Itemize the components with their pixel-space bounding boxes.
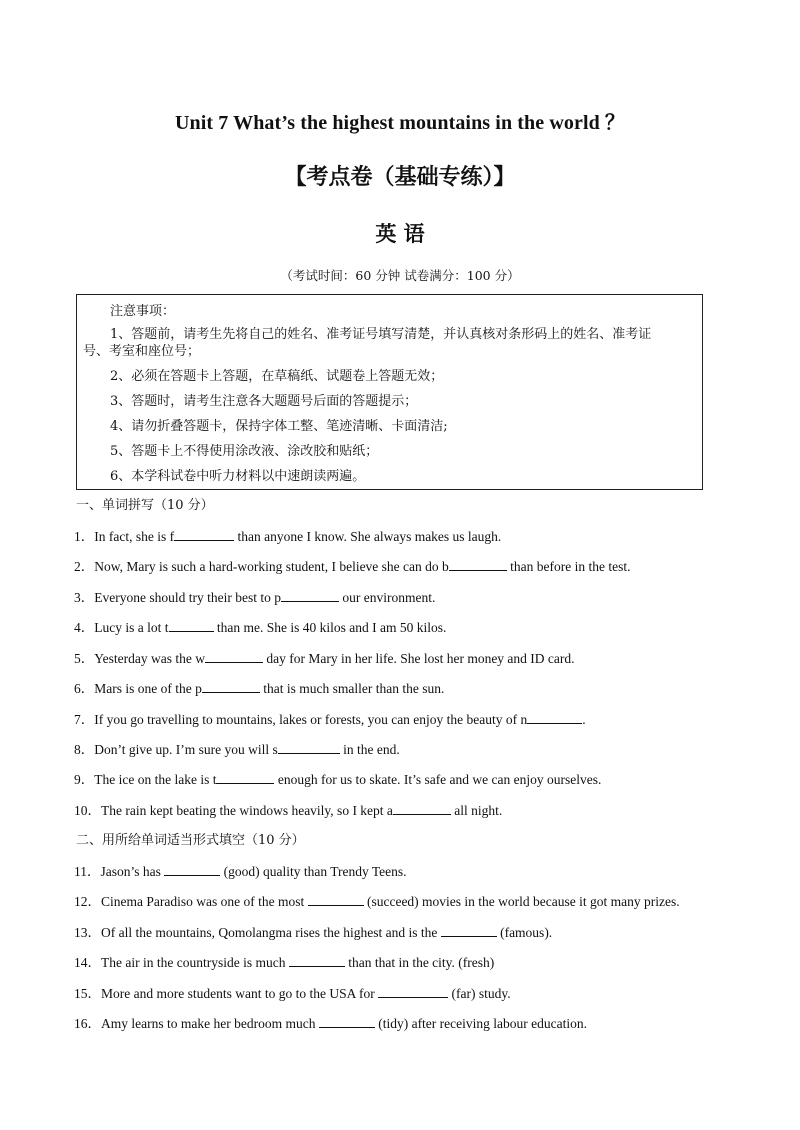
question-6: [74, 677, 444, 697]
section-heading-2: 二、用所给单词适当形式填空（10 分）: [76, 833, 305, 848]
question-text-end: .: [582, 712, 586, 727]
answer-blank[interactable]: [202, 680, 260, 693]
notice-item-1b: 号、考室和座位号；: [83, 344, 201, 359]
question-text-end: (tidy) after receiving labour education.: [374, 1016, 587, 1031]
notice-item-6: 6、本学科试卷中听力材料以中速朗读两遍。: [110, 469, 366, 484]
question-8: [74, 738, 400, 758]
question-16: [74, 1012, 587, 1032]
question-text: Cinema Paradiso was one of the most: [101, 894, 308, 909]
answer-blank[interactable]: [319, 1015, 375, 1028]
answer-blank[interactable]: [174, 528, 234, 541]
question-3: [74, 586, 435, 606]
answer-blank[interactable]: [278, 741, 340, 754]
answer-blank[interactable]: [393, 802, 451, 815]
question-5: [74, 647, 575, 667]
question-text: Yesterday was the w: [94, 651, 205, 666]
question-text-end: (succeed) movies in the world because it got many prizes.: [363, 894, 680, 909]
question-number: 12．: [74, 894, 101, 909]
question-number: 3．: [74, 590, 95, 605]
question-text-end: (far) study.: [448, 986, 511, 1001]
answer-blank[interactable]: [216, 771, 274, 784]
notice-item-4: 4、请勿折叠答题卡，保持字体工整、笔迹清晰、卡面清洁;: [110, 419, 448, 434]
question-text: Mars is one of the p: [94, 681, 202, 696]
answer-blank[interactable]: [164, 863, 220, 876]
question-2: [74, 555, 631, 575]
question-7: [74, 708, 586, 728]
answer-blank[interactable]: [378, 985, 448, 998]
question-text: Don’t give up. I’m sure you will s: [94, 742, 278, 757]
question-text-end: that is much smaller than the sun.: [259, 681, 445, 696]
notice-item-2: 2、必须在答题卡上答题，在草稿纸、试题卷上答题无效；: [110, 369, 444, 384]
question-14: [74, 951, 494, 971]
question-text: Jason’s has: [100, 864, 165, 879]
question-text-end: (good) quality than Trendy Teens.: [220, 864, 407, 879]
notice-item-3: 3、答题时，请考生注意各大题题号后面的答题提示；: [110, 394, 418, 409]
question-number: 9．: [74, 772, 95, 787]
question-text: More and more students want to go to the USA for: [101, 986, 379, 1001]
question-text-end: than that in the city. (fresh): [344, 955, 495, 970]
question-number: 11．: [74, 864, 101, 879]
notice-item-5: 5、答题卡上不得使用涂改液、涂改胶和贴纸；: [110, 444, 379, 459]
exam-info: （考试时间：60 分钟 试卷满分：100 分）: [280, 268, 520, 283]
question-text: Of all the mountains, Qomolangma rises the highest and is the: [101, 925, 441, 940]
answer-blank[interactable]: [527, 711, 582, 724]
question-text-end: than before in the test.: [506, 559, 631, 574]
answer-blank[interactable]: [449, 558, 507, 571]
answer-blank[interactable]: [441, 924, 497, 937]
question-text: Amy learns to make her bedroom much: [101, 1016, 319, 1031]
subject-heading: 英 语: [375, 222, 425, 246]
question-number: 10．: [74, 803, 101, 818]
question-text-end: than anyone I know. She always makes us laugh.: [234, 529, 502, 544]
question-number: 13．: [74, 925, 101, 940]
question-number: 14．: [74, 955, 101, 970]
answer-blank[interactable]: [281, 589, 339, 602]
question-text-end: (famous).: [496, 925, 553, 940]
notice-heading: 注意事项：: [110, 304, 176, 319]
answer-blank[interactable]: [205, 650, 263, 663]
question-10: [74, 799, 502, 819]
question-number: 4．: [74, 620, 95, 635]
question-text-end: than me. She is 40 kilos and I am 50 kilos.: [213, 620, 447, 635]
question-number: 7．: [74, 712, 95, 727]
question-text: In fact, she is f: [94, 529, 175, 544]
answer-blank[interactable]: [169, 619, 214, 632]
question-text-end: in the end.: [339, 742, 400, 757]
question-number: 8．: [74, 742, 95, 757]
question-text: The rain kept beating the windows heavily, so I kept a: [101, 803, 393, 818]
question-11: [74, 860, 407, 880]
question-1: [74, 525, 501, 545]
question-text-end: enough for us to skate. It’s safe and we can enjoy ourselves.: [274, 772, 602, 787]
question-12: [74, 890, 680, 910]
question-text-end: our environment.: [338, 590, 436, 605]
paper-subtitle: 【考点卷（基础专练）】: [284, 165, 516, 190]
question-13: [74, 921, 552, 941]
question-text: The ice on the lake is t: [94, 772, 217, 787]
answer-blank[interactable]: [308, 893, 364, 906]
question-number: 5．: [74, 651, 95, 666]
question-number: 2．: [74, 559, 95, 574]
question-number: 1．: [74, 529, 95, 544]
section-heading-1: 一、单词拼写（10 分）: [76, 498, 214, 513]
answer-blank[interactable]: [289, 954, 345, 967]
question-text: Lucy is a lot t: [94, 620, 169, 635]
question-15: [74, 982, 511, 1002]
question-9: [74, 768, 601, 788]
notice-item-1a: 1、答题前，请考生先将自己的姓名、准考证号填写清楚，并认真核对条形码上的姓名、准考证: [110, 327, 652, 342]
question-number: 15．: [74, 986, 101, 1001]
question-number: 16．: [74, 1016, 101, 1031]
question-4: [74, 616, 446, 636]
question-text: Now, Mary is such a hard-working student, I believe she can do b: [94, 559, 449, 574]
page-title: Unit 7 What’s the highest mountains in the world ？: [174, 112, 626, 134]
question-number: 6．: [74, 681, 95, 696]
notice-box: [76, 294, 703, 490]
question-text-end: day for Mary in her life. She lost her money and ID card.: [263, 651, 575, 666]
question-text: If you go travelling to mountains, lakes or forests, you can enjoy the beauty of n: [94, 712, 528, 727]
question-text: Everyone should try their best to p: [94, 590, 281, 605]
question-text: The air in the countryside is much: [101, 955, 289, 970]
question-text-end: all night.: [450, 803, 503, 818]
